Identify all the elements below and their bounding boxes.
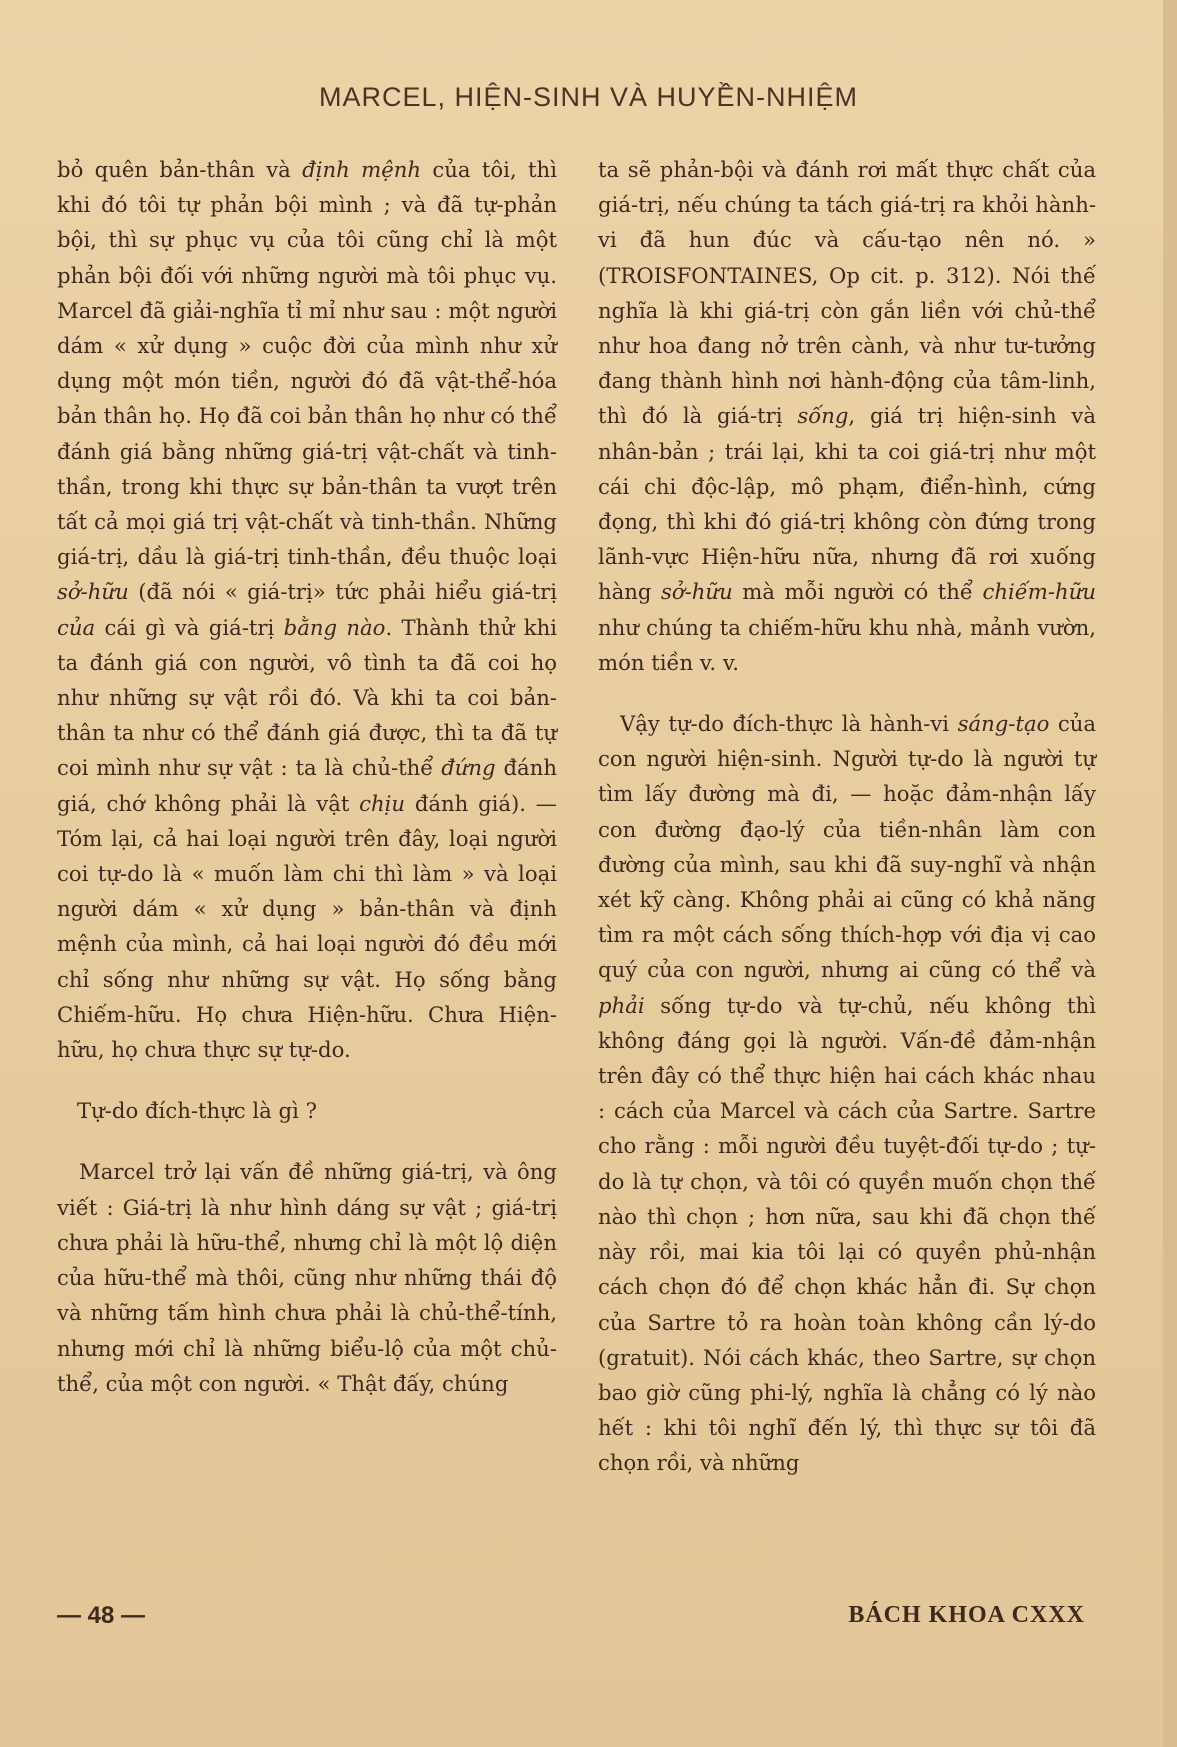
emphasis: của xyxy=(57,614,96,640)
text-run: đánh giá, chớ không phải là vật xyxy=(57,755,557,816)
running-header: MARCEL, HIỆN-SINH VÀ HUYỀN-NHIỆM xyxy=(318,82,859,112)
emphasis: phải xyxy=(598,992,645,1018)
left-column xyxy=(57,152,557,1401)
paragraph xyxy=(57,152,557,1067)
section-heading: Tự-do đích-thực là gì ? xyxy=(77,1098,317,1124)
paragraph xyxy=(598,152,1096,680)
emphasis: sống xyxy=(797,403,849,429)
emphasis: đứng xyxy=(441,755,496,781)
paragraph: Marcel trở lại vấn đề những giá-trị, và ông viết : Giá-trị là như hình dáng sự vật ; giá-trị chưa phải là hữu-thể, nhưng chỉ là một lộ diện của hữu-thể mà thôi, cũng như những thái độ và những tấm hình chưa phải là chủ-thể-tính, nhưng mới chỉ là những biểu-lộ của một chủ-thể, của một con người. « Thật đấy, chúng xyxy=(57,1159,557,1396)
text-run: sống tự-do và tự-chủ, nếu không thì không đáng gọi là người. Vấn-đề đảm-nhận trên đây có thể thực hiện hai cách khác nhau : cách của Marcel và cách của Sartre. Sartre cho rằng : mỗi người đều tuyệt-đối tự-do ; tự-do là tự chọn, và tôi có quyền muốn chọn thế nào thì chọn ; hơn nữa, sau khi đã chọn thế này rồi, mai kia tôi lại có quyền phủ-nhận cách chọn đó để chọn khác hẳn đi. Sự chọn của Sartre tỏ ra hoàn toàn không cần lý-do (gratuit). Nói cách khác, theo Sartre, sự chọn bao giờ cũng phi-lý, nghĩa là chẳng có lý nào hết : khi tôi nghĩ đến lý, thì thực sự tôi đã chọn rồi, và những xyxy=(598,992,1096,1476)
emphasis: bằng nào xyxy=(283,614,386,640)
text-run: (đã nói « giá-trị» tức phải hiểu giá-trị xyxy=(128,579,557,605)
right-column xyxy=(598,152,1096,1481)
text-run: mà mỗi người có thể xyxy=(732,579,983,605)
emphasis: định mệnh xyxy=(302,157,422,182)
text-run: của con người hiện-sinh. Người tự-do là người tự tìm lấy đường mà đi, — hoặc đảm-nhận lấy con đường đạo-lý của tiền-nhân làm con đường của mình, sau khi đã suy-nghĩ và nhận xét kỹ càng. Không phải ai cũng có khả năng tìm ra một cách sống thích-hợp với địa vị cao quý của con người, nhưng ai cũng có thể và xyxy=(598,711,1096,983)
page-number: — 48 — xyxy=(57,1602,146,1629)
emphasis: sở-hữu xyxy=(660,579,733,605)
emphasis: chịu xyxy=(359,790,406,816)
emphasis: sáng-tạo xyxy=(957,711,1050,737)
text-run: bỏ quên bản-thân và xyxy=(57,157,303,182)
paragraph xyxy=(598,706,1096,1480)
journal-footer: BÁCH KHOA CXXX xyxy=(848,1602,1085,1628)
text-run: ta sẽ phản-bội và đánh rơi mất thực chất của giá-trị, nếu chúng ta tách giá-trị ra khỏi hành-vi đã hun đúc và cấu-tạo nên nó. » (TROISFONTAINES, Op cit. p. 312). Nói thế nghĩa là khi giá-trị còn gắn liền với chủ-thể như hoa đang nở trên cành, và như tư-tưởng đang thành hình nơi hành-động của tâm-linh, thì đó là giá-trị xyxy=(598,157,1096,429)
text-run: cái gì và giá-trị xyxy=(95,614,284,640)
text-run: như chúng ta chiếm-hữu khu nhà, mảnh vườn, món tiền v. v. xyxy=(598,614,1096,675)
page-edge xyxy=(1163,0,1177,1747)
emphasis: sở-hữu xyxy=(57,579,129,605)
emphasis: chiếm-hữu xyxy=(982,579,1096,605)
text-run: . Thành thử khi ta đánh giá con người, vô tình ta đã coi họ như những sự vật rồi đó. Và khi ta coi bản-thân ta như có thể đánh giá được, thì ta đã tự coi mình như sự vật : ta là chủ-thể xyxy=(57,614,557,781)
text-run: của tôi, thì khi đó tôi tự phản bội mình ; và đã tự-phản bội, thì sự phục vụ của tôi cũng chỉ là một phản bội đối với những người mà tôi phục vụ. Marcel đã giải-nghĩa tỉ mỉ như sau : một người dám « xử dụng » cuộc đời của mình như xử dụng một món tiền, người đó đã vật-thể-hóa bản thân họ. Họ đã coi bản thân họ như có thể đánh giá bằng những giá-trị vật-chất và tinh-thần, trong khi thực sự bản-thân ta vượt trên tất cả mọi giá trị vật-chất và tinh-thần. Những giá-trị, dầu là giá-trị tinh-thần, đều thuộc loại xyxy=(57,157,557,570)
text-run: Vậy tự-do đích-thực là hành-vi xyxy=(620,711,958,737)
text-run: đánh giá). — Tóm lại, cả hai loại người trên đây, loại người coi tự-do là « muốn làm chi thì làm » và loại người dám « xử dụng » bản-thân và định mệnh của mình, cả hai loại người đó đều mới chỉ sống như những sự vật. Họ sống bằng Chiếm-hữu. Họ chưa Hiện-hữu. Chưa Hiện-hữu, họ chưa thực sự tự-do. xyxy=(57,790,557,1063)
text-run: , giá trị hiện-sinh và nhân-bản ; trái lại, khi ta coi giá-trị như một cái chi độc-lập, mô phạm, điển-hình, cứng đọng, thì khi đó giá-trị không còn đứng trong lãnh-vực Hiện-hữu nữa, nhưng đã rơi xuống hàng xyxy=(598,403,1097,605)
